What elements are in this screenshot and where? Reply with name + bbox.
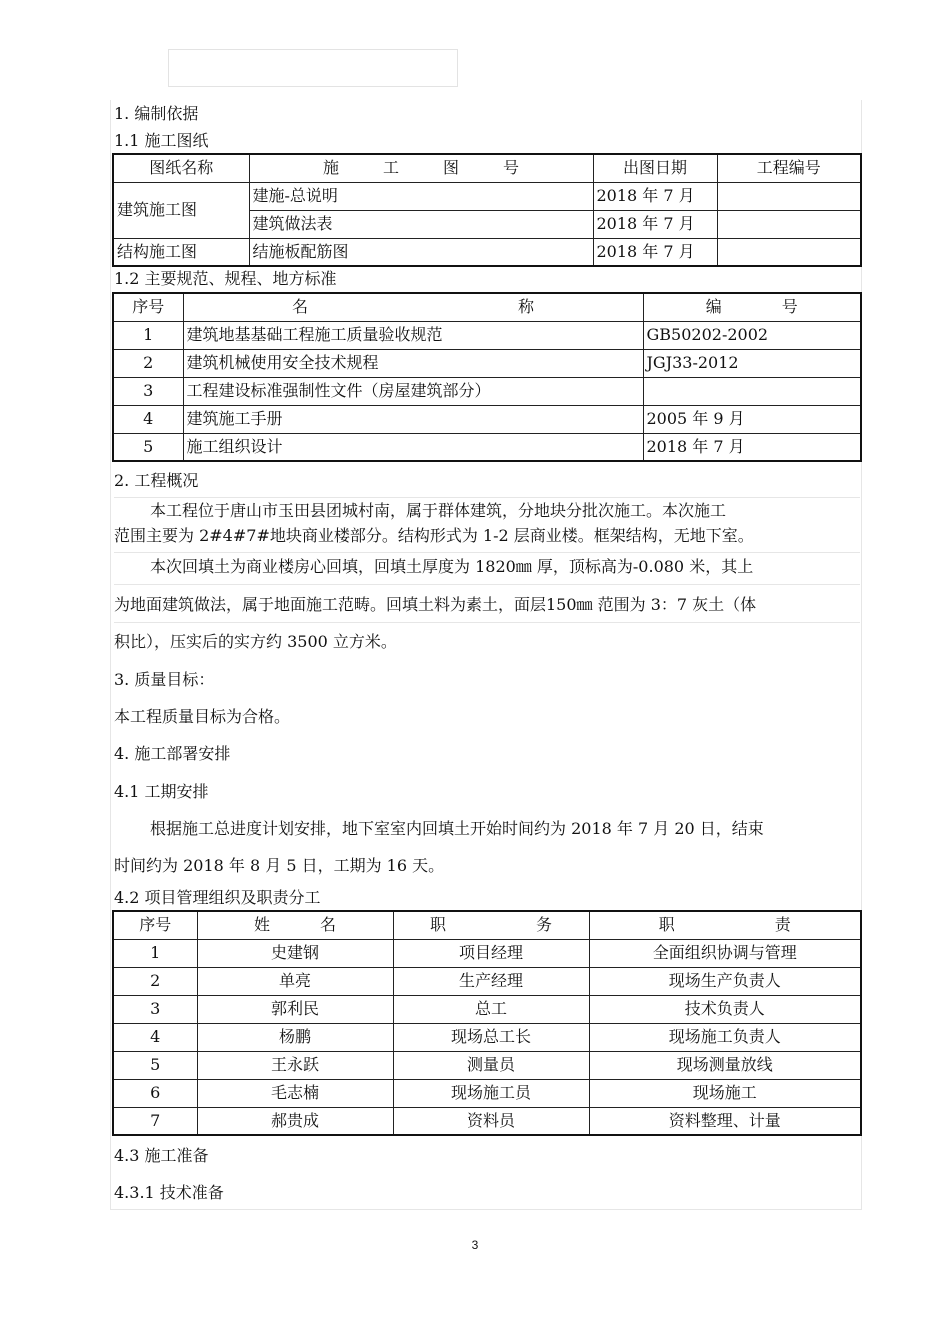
table-row bbox=[113, 377, 861, 405]
header-char: 编 bbox=[705, 297, 722, 317]
table-row bbox=[113, 349, 861, 377]
staff-name-cell: 毛志楠 bbox=[197, 1079, 393, 1107]
row-number-cell: 4 bbox=[113, 1023, 197, 1051]
row-number-cell: 7 bbox=[113, 1107, 197, 1135]
standard-code-cell: 2018 年 7 月 bbox=[643, 433, 861, 461]
drawing-code-cell bbox=[717, 182, 861, 210]
table-row bbox=[113, 1023, 861, 1051]
staff-duty-cell: 现场测量放线 bbox=[589, 1051, 861, 1079]
drawing-group-cell: 建筑施工图 bbox=[113, 182, 249, 238]
header-cell: 工程编号 bbox=[717, 154, 861, 182]
header-cell bbox=[643, 293, 861, 321]
header-char: 务 bbox=[536, 915, 553, 935]
drawing-date-cell: 2018 年 7 月 bbox=[593, 210, 717, 238]
overview-paragraph-2a: 本次回填土为商业楼房心回填，回填土厚度为 1820㎜ 厚，顶标高为-0.080 米，其上 bbox=[150, 557, 754, 576]
drawings-table bbox=[112, 153, 862, 267]
table-row bbox=[113, 939, 861, 967]
overview-paragraph-2c: 积比），压实后的实方约 3500 立方米。 bbox=[114, 632, 397, 651]
overview-paragraph-1a: 本工程位于唐山市玉田县团城村南，属于群体建筑，分地块分批次施工。本次施工 bbox=[150, 501, 727, 520]
section-4-3-heading: 4.3 施工准备 bbox=[114, 1146, 209, 1165]
drawing-name-cell: 结施板配筋图 bbox=[249, 238, 593, 266]
header-char: 名 bbox=[291, 297, 308, 317]
divider bbox=[114, 584, 860, 585]
row-number-cell: 4 bbox=[113, 405, 183, 433]
header-cell: 出图日期 bbox=[593, 154, 717, 182]
section-2-heading: 2. 工程概况 bbox=[114, 471, 199, 490]
schedule-paragraph-b: 时间约为 2018 年 8 月 5 日，工期为 16 天。 bbox=[114, 856, 445, 875]
table-row bbox=[113, 1079, 861, 1107]
header-char: 职 bbox=[658, 915, 675, 935]
header-char: 施 bbox=[322, 158, 339, 178]
header-box bbox=[168, 49, 458, 87]
section-3-heading: 3. 质量目标： bbox=[114, 670, 215, 689]
header-char: 称 bbox=[518, 297, 535, 317]
drawing-name-cell: 建筑做法表 bbox=[249, 210, 593, 238]
drawing-date-cell: 2018 年 7 月 bbox=[593, 238, 717, 266]
drawing-date-cell: 2018 年 7 月 bbox=[593, 182, 717, 210]
table-row bbox=[113, 1107, 861, 1135]
staff-post-cell: 测量员 bbox=[393, 1051, 589, 1079]
staff-name-cell: 单亮 bbox=[197, 967, 393, 995]
section-4-1-heading: 4.1 工期安排 bbox=[114, 782, 209, 801]
table-row bbox=[113, 405, 861, 433]
row-number-cell: 2 bbox=[113, 349, 183, 377]
table-row bbox=[113, 433, 861, 461]
standard-name-cell: 建筑机械使用安全技术规程 bbox=[183, 349, 643, 377]
staff-duty-cell: 全面组织协调与管理 bbox=[589, 939, 861, 967]
section-1-2-heading: 1.2 主要规范、规程、地方标准 bbox=[114, 269, 337, 288]
table-row bbox=[113, 238, 861, 266]
staff-duty-cell: 技术负责人 bbox=[589, 995, 861, 1023]
header-cell bbox=[393, 911, 589, 939]
header-cell bbox=[249, 154, 593, 182]
row-number-cell: 3 bbox=[113, 995, 197, 1023]
drawing-group-cell: 结构施工图 bbox=[113, 238, 249, 266]
table-header-row bbox=[113, 293, 861, 321]
table-row bbox=[113, 967, 861, 995]
table-header-row bbox=[113, 154, 861, 182]
standard-code-cell: GB50202-2002 bbox=[643, 321, 861, 349]
header-char: 图 bbox=[443, 158, 460, 178]
staff-name-cell: 杨鹏 bbox=[197, 1023, 393, 1051]
row-number-cell: 6 bbox=[113, 1079, 197, 1107]
header-char: 姓 bbox=[253, 915, 270, 935]
staff-post-cell: 项目经理 bbox=[393, 939, 589, 967]
row-number-cell: 1 bbox=[113, 939, 197, 967]
drawing-name-cell: 建施-总说明 bbox=[249, 182, 593, 210]
header-cell bbox=[183, 293, 643, 321]
standard-code-cell: 2005 年 9 月 bbox=[643, 405, 861, 433]
divider bbox=[114, 552, 860, 553]
row-number-cell: 1 bbox=[113, 321, 183, 349]
staff-duty-cell: 资料整理、计量 bbox=[589, 1107, 861, 1135]
overview-paragraph-2b: 为地面建筑做法，属于地面施工范畴。回填土料为素土，面层150㎜ 范围为 3：7 灰土（体 bbox=[114, 595, 757, 614]
staff-duty-cell: 现场施工 bbox=[589, 1079, 861, 1107]
section-4-3-1-heading: 4.3.1 技术准备 bbox=[114, 1183, 224, 1202]
standard-name-cell: 建筑地基基础工程施工质量验收规范 bbox=[183, 321, 643, 349]
staff-duty-cell: 现场生产负责人 bbox=[589, 967, 861, 995]
staff-name-cell: 史建钢 bbox=[197, 939, 393, 967]
divider bbox=[114, 622, 860, 623]
page-number: 3 bbox=[471, 1238, 479, 1252]
staff-post-cell: 总工 bbox=[393, 995, 589, 1023]
header-char: 责 bbox=[774, 915, 791, 935]
header-cell: 序号 bbox=[113, 911, 197, 939]
divider bbox=[114, 497, 860, 498]
header-char: 号 bbox=[503, 158, 520, 178]
standard-name-cell: 建筑施工手册 bbox=[183, 405, 643, 433]
standard-code-cell bbox=[643, 377, 861, 405]
header-char: 名 bbox=[320, 915, 337, 935]
quality-goal-text: 本工程质量目标为合格。 bbox=[114, 707, 291, 726]
section-1-heading: 1. 编制依据 bbox=[114, 104, 199, 123]
overview-paragraph-1b: 范围主要为 2#4#7#地块商业楼部分。结构形式为 1-2 层商业楼。框架结构，无地下室。 bbox=[114, 526, 754, 545]
drawing-code-cell bbox=[717, 238, 861, 266]
staff-post-cell: 现场总工长 bbox=[393, 1023, 589, 1051]
standard-code-cell: JGJ33-2012 bbox=[643, 349, 861, 377]
header-char: 职 bbox=[429, 915, 446, 935]
staff-duty-cell: 现场施工负责人 bbox=[589, 1023, 861, 1051]
table-row bbox=[113, 321, 861, 349]
standards-table bbox=[112, 292, 862, 462]
row-number-cell: 3 bbox=[113, 377, 183, 405]
table-row bbox=[113, 1051, 861, 1079]
standard-name-cell: 施工组织设计 bbox=[183, 433, 643, 461]
staff-table bbox=[112, 910, 862, 1136]
header-cell: 图纸名称 bbox=[113, 154, 249, 182]
staff-post-cell: 生产经理 bbox=[393, 967, 589, 995]
header-cell bbox=[589, 911, 861, 939]
table-row bbox=[113, 995, 861, 1023]
row-number-cell: 5 bbox=[113, 433, 183, 461]
staff-name-cell: 王永跃 bbox=[197, 1051, 393, 1079]
schedule-paragraph-a: 根据施工总进度计划安排，地下室室内回填土开始时间约为 2018 年 7 月 20 日，结束 bbox=[150, 819, 764, 838]
staff-post-cell: 资料员 bbox=[393, 1107, 589, 1135]
section-1-1-heading: 1.1 施工图纸 bbox=[114, 131, 209, 150]
section-4-2-heading: 4.2 项目管理组织及职责分工 bbox=[114, 888, 321, 907]
staff-post-cell: 现场施工员 bbox=[393, 1079, 589, 1107]
standard-name-cell: 工程建设标准强制性文件（房屋建筑部分） bbox=[183, 377, 643, 405]
header-char: 号 bbox=[781, 297, 798, 317]
staff-name-cell: 郝贵成 bbox=[197, 1107, 393, 1135]
table-row bbox=[113, 182, 861, 210]
header-cell: 序号 bbox=[113, 293, 183, 321]
table-header-row bbox=[113, 911, 861, 939]
drawing-code-cell bbox=[717, 210, 861, 238]
header-char: 工 bbox=[382, 158, 399, 178]
staff-name-cell: 郭利民 bbox=[197, 995, 393, 1023]
section-4-heading: 4. 施工部署安排 bbox=[114, 744, 231, 763]
row-number-cell: 2 bbox=[113, 967, 197, 995]
row-number-cell: 5 bbox=[113, 1051, 197, 1079]
header-cell bbox=[197, 911, 393, 939]
